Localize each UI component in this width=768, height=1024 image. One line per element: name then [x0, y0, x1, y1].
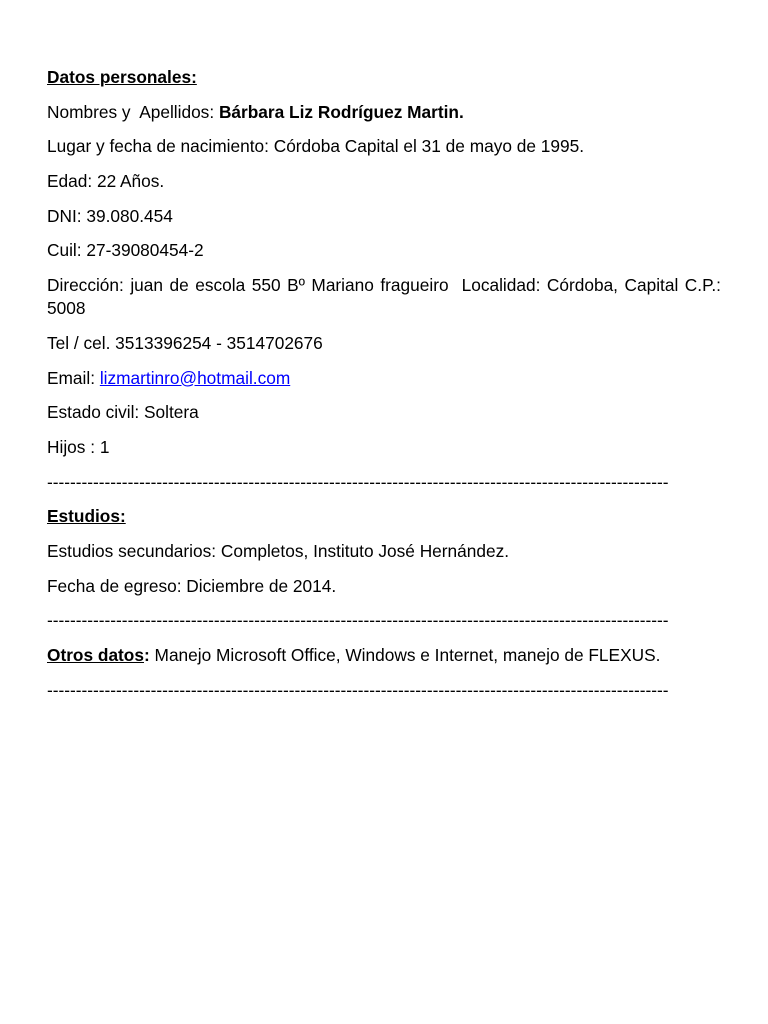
separator-rule: ------------------------------------------------------------------------------------------------------------	[47, 679, 669, 700]
separator-rule: ------------------------------------------------------------------------------------------------------------	[47, 471, 669, 492]
phone-line: Tel / cel. 3513396254 - 3514702676	[47, 332, 323, 353]
separator-rule: ------------------------------------------------------------------------------------------------------------	[47, 610, 669, 631]
email-label: Email:	[47, 367, 100, 388]
children-line: Hijos : 1	[47, 436, 110, 457]
personal-data-section	[47, 66, 721, 89]
email-link[interactable]: lizmartinro@hotmail.com	[99, 367, 291, 388]
other-data-colon: :	[143, 645, 150, 665]
studies-heading: Estudios:	[47, 506, 126, 527]
studies-section	[47, 505, 721, 528]
cuil-line: Cuil: 27-39080454-2	[47, 240, 204, 261]
secondary-studies-line: Estudios secundarios: Completos, Instituto José Hernández.	[47, 540, 510, 561]
full-name-value: Bárbara Liz Rodríguez Martin.	[218, 101, 464, 122]
full-name-line	[47, 101, 721, 124]
birth-line: Lugar y fecha de nacimiento: Córdoba Capital el 31 de mayo de 1995.	[47, 136, 585, 157]
dni-line: DNI: 39.080.454	[47, 205, 173, 226]
email-line	[47, 367, 721, 390]
age-line: Edad: 22 Años.	[47, 171, 165, 192]
other-data-line	[47, 644, 721, 667]
other-data-heading: Otros datos	[47, 645, 144, 665]
resume-document	[47, 66, 727, 702]
other-data-text: Manejo Microsoft Office, Windows e Internet, manejo de FLEXUS.	[149, 645, 661, 665]
full-name-label: Nombres y Apellidos:	[47, 101, 219, 122]
graduation-date-line: Fecha de egreso: Diciembre de 2014.	[47, 575, 337, 596]
personal-data-heading: Datos personales:	[47, 67, 197, 87]
address-line: Dirección: juan de escola 550 Bº Mariano fragueiro Localidad: Córdoba, Capital C.P.: 5008	[47, 275, 727, 319]
civil-status-line: Estado civil: Soltera	[47, 402, 199, 423]
